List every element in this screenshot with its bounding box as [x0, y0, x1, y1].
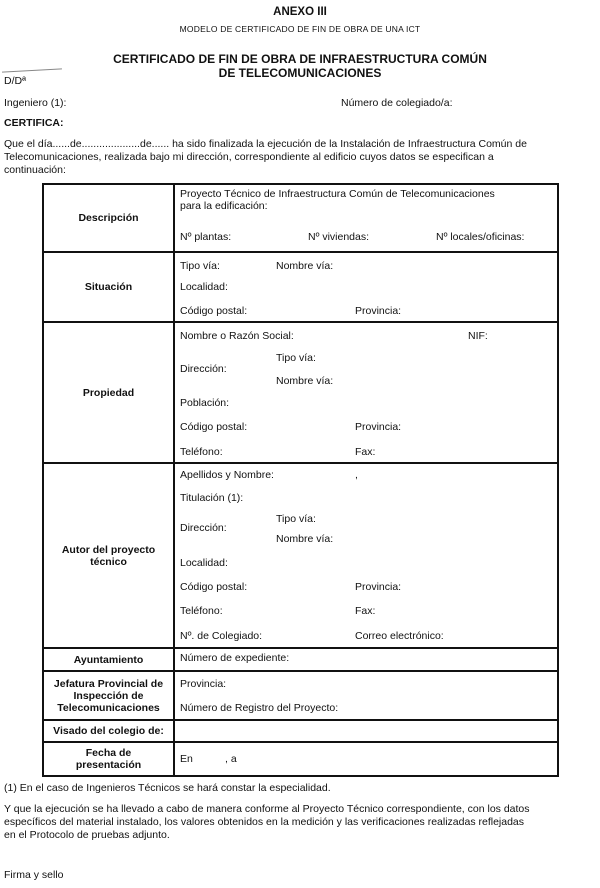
author-postal-code-field[interactable]: Código postal: [180, 581, 248, 593]
premises-field[interactable]: Nº locales/oficinas: [436, 231, 525, 243]
statement-line: Telecomunicaciones, realizada bajo mi dirección, correspondiente al edificio cuyos datos se especifican a [4, 151, 494, 163]
author-street-type-field[interactable]: Tipo vía: [276, 513, 316, 525]
owner-street-type-field[interactable]: Tipo vía: [276, 352, 316, 364]
project-description-field[interactable]: Proyecto Técnico de Infraestructura Común de Telecomunicaciones para la edificación: [180, 188, 495, 212]
closing-line: en el Protocolo de pruebas adjunto. [4, 829, 170, 841]
file-number-field[interactable]: Número de expediente: [180, 652, 290, 664]
author-street-name-field[interactable]: Nombre vía: [276, 533, 334, 545]
label-situacion: Situación [43, 252, 174, 322]
building-data-table [42, 183, 559, 777]
fields-jefatura [174, 671, 558, 720]
owner-postal-code-field[interactable]: Código postal: [180, 421, 248, 433]
row-situacion [43, 252, 558, 322]
certificate-title [60, 52, 540, 80]
owner-phone-field[interactable]: Teléfono: [180, 446, 223, 458]
nif-field[interactable]: NIF: [468, 330, 488, 342]
row-descripcion [43, 184, 558, 252]
fields-ayuntamiento [174, 648, 558, 671]
row-fecha [43, 742, 558, 776]
owner-address-label: Dirección: [180, 363, 227, 375]
author-name-field[interactable]: Apellidos y Nombre: [180, 469, 274, 481]
fields-propiedad [174, 322, 558, 463]
certificate-title-line1: CERTIFICADO DE FIN DE OBRA DE INFRAESTRUCTURA COMÚN [113, 52, 487, 66]
collegiate-number-label: Número de colegiado/a: [341, 97, 453, 109]
author-degree-field[interactable]: Titulación (1): [180, 492, 244, 504]
fields-descripcion [174, 184, 558, 252]
pen-mark [2, 68, 62, 73]
closing-line: Y que la ejecución se ha llevado a cabo de manera conforme al Proyecto Técnico correspondiente, con los datos [4, 803, 530, 815]
label-jefatura: Jefatura Provincial de Inspección de Telecomunicaciones [43, 671, 174, 720]
street-type-field[interactable]: Tipo vía: [180, 260, 220, 272]
author-name-comma: , [355, 469, 358, 481]
label-propiedad: Propiedad [43, 322, 174, 463]
author-address-label: Dirección: [180, 522, 227, 534]
row-propiedad [43, 322, 558, 463]
dwellings-field[interactable]: Nº viviendas: [308, 231, 370, 243]
fields-fecha [174, 742, 558, 776]
model-subtitle: MODELO DE CERTIFICADO DE FIN DE OBRA DE UNA ICT [179, 24, 421, 34]
row-ayuntamiento [43, 648, 558, 671]
annex-title: ANEXO III [273, 6, 327, 18]
certifies-heading: CERTIFICA: [4, 117, 64, 129]
owner-street-name-field[interactable]: Nombre vía: [276, 375, 334, 387]
label-ayuntamiento: Ayuntamiento [43, 648, 174, 671]
street-name-field[interactable]: Nombre vía: [276, 260, 334, 272]
owner-town-field[interactable]: Población: [180, 397, 230, 409]
author-email-field[interactable]: Correo electrónico: [355, 630, 444, 642]
author-locality-field[interactable]: Localidad: [180, 557, 228, 569]
row-autor [43, 463, 558, 648]
engineer-label: Ingeniero (1): [4, 97, 67, 109]
floors-field[interactable]: Nº plantas: [180, 231, 232, 243]
row-jefatura [43, 671, 558, 720]
statement-line: continuación: [4, 164, 66, 176]
label-fecha: Fecha de presentación [43, 742, 174, 776]
signature-label: Firma y sello [4, 869, 64, 881]
province-field[interactable]: Provincia: [355, 305, 402, 317]
label-visado: Visado del colegio de: [43, 720, 174, 742]
statement-line: Que el día......de....................de...... ha sido finalizada la ejecución de la Instalación de Infraestructura Común de [4, 138, 527, 150]
row-visado [43, 720, 558, 742]
author-province-field[interactable]: Provincia: [355, 581, 402, 593]
certification-statement [4, 138, 594, 177]
fields-autor [174, 463, 558, 648]
certificate-title-line2: DE TELECOMUNICACIONES [218, 66, 382, 80]
jefatura-province-field[interactable]: Provincia: [180, 678, 227, 690]
label-autor: Autor del proyecto técnico [43, 463, 174, 648]
owner-province-field[interactable]: Provincia: [355, 421, 402, 433]
visado-field[interactable] [174, 720, 558, 742]
postal-code-field[interactable]: Código postal: [180, 305, 248, 317]
footnote: (1) En el caso de Ingenieros Técnicos se hará constar la especialidad. [4, 782, 331, 794]
owner-name-field[interactable]: Nombre o Razón Social: [180, 330, 294, 342]
closing-statement [4, 803, 594, 842]
dd-label: D/Dª [4, 75, 26, 87]
registry-number-field[interactable]: Número de Registro del Proyecto: [180, 702, 339, 714]
author-phone-field[interactable]: Teléfono: [180, 605, 223, 617]
label-descripcion: Descripción [43, 184, 174, 252]
author-fax-field[interactable]: Fax: [355, 605, 376, 617]
fields-situacion [174, 252, 558, 322]
author-collegiate-number-field[interactable]: Nº. de Colegiado: [180, 630, 263, 642]
owner-fax-field[interactable]: Fax: [355, 446, 376, 458]
place-field[interactable]: En [180, 753, 193, 765]
date-field[interactable]: , a [225, 753, 237, 765]
locality-field[interactable]: Localidad: [180, 281, 228, 293]
closing-line: específicos del material instalado, los valores obtenidos en la medición y las verificaciones realizadas reflejadas [4, 816, 525, 828]
